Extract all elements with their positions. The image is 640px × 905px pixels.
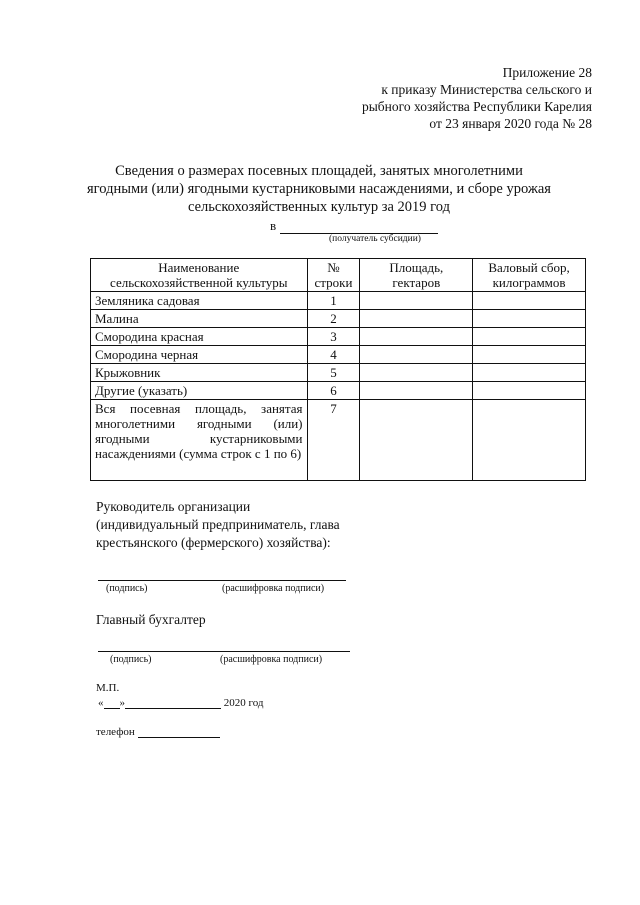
accountant-label: Главный бухгалтер: [96, 612, 206, 627]
head-title-line1: Руководитель организации: [96, 499, 251, 514]
header-area-line1: Площадь,: [389, 260, 444, 275]
row-number-cell: 1: [307, 292, 360, 310]
crops-table: [90, 258, 586, 481]
head-title-line3: крестьянского (фермерского) хозяйства):: [96, 535, 331, 550]
date-open-quote: «: [98, 697, 104, 709]
row-number-cell: 4: [307, 346, 360, 364]
header-row-line2: строки: [314, 275, 353, 290]
annex-ministry-line: рыбного хозяйства Республики Карелия: [361, 99, 592, 114]
crop-name-cell: Малина: [91, 310, 308, 328]
annex-header: [292, 64, 592, 132]
phone-label: телефон: [96, 726, 135, 738]
header-crop-name: [91, 259, 308, 292]
phone-field: [96, 726, 220, 738]
row-number-cell: 3: [307, 328, 360, 346]
date-field: [98, 697, 264, 709]
head-sig-caption: (подпись): [106, 583, 148, 594]
header-crop-line1: Наименование: [158, 260, 240, 275]
accountant-decode-caption: (расшифровка подписи): [220, 654, 323, 665]
head-title-line2: (индивидуальный предприниматель, глава: [96, 517, 340, 532]
title-line-3: сельскохозяйственных культур за 2019 год: [188, 199, 450, 215]
recipient-prefix: в: [270, 218, 277, 233]
accountant-sig-caption: (подпись): [110, 654, 152, 665]
annex-number: Приложение 28: [502, 65, 592, 80]
header-crop-line2: сельскохозяйственной культуры: [110, 275, 288, 290]
crop-name-cell: Другие (указать): [91, 382, 308, 400]
total-area-cell[interactable]: [360, 400, 473, 481]
yield-input-cell[interactable]: [473, 310, 586, 328]
header-row-number: [307, 259, 360, 292]
annex-order-line: к приказу Министерства сельского и: [381, 82, 592, 97]
date-year: 2020 год: [223, 697, 264, 709]
crop-name-cell: Крыжовник: [91, 364, 308, 382]
table-total-row: [91, 400, 586, 481]
total-name-cell: Вся посевная площадь, занятая многолетними ягодными (или) ягодными кустарниковыми насаждениями (сумма строк с 1 по 6): [91, 400, 308, 481]
area-input-cell[interactable]: [360, 346, 473, 364]
yield-input-cell[interactable]: [473, 364, 586, 382]
table-row: [91, 310, 586, 328]
area-input-cell[interactable]: [360, 364, 473, 382]
area-input-cell[interactable]: [360, 382, 473, 400]
recipient-blank[interactable]: [280, 221, 438, 234]
crop-name-cell: Смородина красная: [91, 328, 308, 346]
area-input-cell[interactable]: [360, 328, 473, 346]
header-yield-line1: Валовый сбор,: [488, 260, 570, 275]
header-yield-line2: килограммов: [492, 275, 566, 290]
head-decode-caption: (расшифровка подписи): [222, 583, 325, 594]
date-close-quote: »: [119, 697, 125, 709]
date-month-blank[interactable]: [125, 698, 221, 709]
row-number-cell: 5: [307, 364, 360, 382]
title-line-2: ягодными (или) ягодными кустарниковыми насаждениями, и сборе урожая: [87, 181, 551, 197]
table-row: [91, 346, 586, 364]
stamp-label: М.П.: [96, 682, 120, 694]
crop-name-cell: Земляника садовая: [91, 292, 308, 310]
recipient-field[interactable]: [270, 218, 460, 234]
document-title: [60, 162, 578, 216]
yield-input-cell[interactable]: [473, 346, 586, 364]
recipient-caption: (получатель субсидии): [329, 234, 421, 244]
table-row: [91, 364, 586, 382]
yield-input-cell[interactable]: [473, 328, 586, 346]
title-line-1: Сведения о размерах посевных площадей, занятых многолетними: [115, 163, 523, 179]
table-row: [91, 328, 586, 346]
area-input-cell[interactable]: [360, 292, 473, 310]
head-signature-block: [96, 498, 416, 552]
yield-input-cell[interactable]: [473, 292, 586, 310]
annex-date-line: от 23 января 2020 года № 28: [429, 116, 592, 131]
total-number-cell: 7: [307, 400, 360, 481]
crop-name-cell: Смородина черная: [91, 346, 308, 364]
row-number-cell: 2: [307, 310, 360, 328]
date-day-blank[interactable]: [104, 698, 120, 709]
phone-blank[interactable]: [138, 727, 220, 738]
header-row-line1: №: [327, 260, 340, 275]
table-row: [91, 382, 586, 400]
row-number-cell: 6: [307, 382, 360, 400]
area-input-cell[interactable]: [360, 310, 473, 328]
total-yield-cell[interactable]: [473, 400, 586, 481]
head-signature-line[interactable]: [98, 580, 346, 581]
yield-input-cell[interactable]: [473, 382, 586, 400]
header-area: [360, 259, 473, 292]
header-area-line2: гектаров: [392, 275, 441, 290]
table-header-row: [91, 259, 586, 292]
table-row: [91, 292, 586, 310]
header-yield: [473, 259, 586, 292]
accountant-signature-line[interactable]: [98, 651, 350, 652]
